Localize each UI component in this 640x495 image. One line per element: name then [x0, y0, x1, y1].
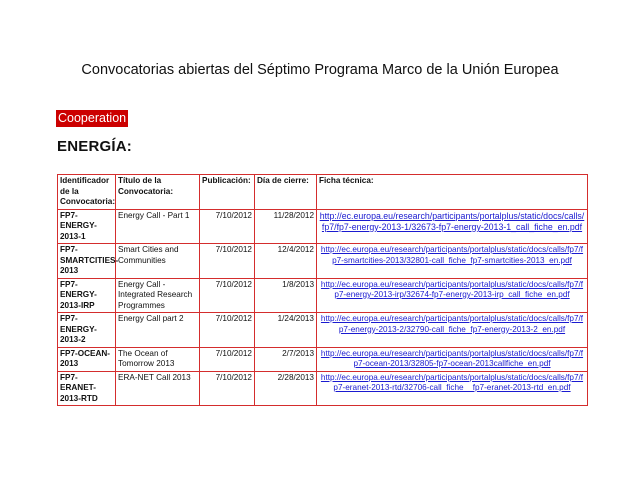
call-title: Energy Call - Part 1 — [116, 209, 200, 244]
page-title: Convocatorias abiertas del Séptimo Programa Marco de la Unión Europea — [81, 62, 559, 78]
header-title: Título de la Convocatoria: — [116, 175, 200, 210]
header-publication: Publicación: — [200, 175, 255, 210]
closing-date: 1/8/2013 — [255, 278, 317, 313]
call-fiche-link[interactable]: http://ec.europa.eu/research/participants/portalplus/static/docs/calls/fp7/fp7-smartcities-2013/32801-call_fiche_fp7-smartcities-2013_en.pdf — [320, 245, 584, 265]
closing-date: 2/7/2013 — [255, 347, 317, 371]
call-title: The Ocean of Tomorrow 2013 — [116, 347, 200, 371]
call-title: Energy Call - Integrated Research Programmes — [116, 278, 200, 313]
calls-table — [57, 174, 588, 406]
table-row — [58, 371, 588, 406]
call-id: FP7-ERANET-2013-RTD — [58, 371, 116, 406]
call-id: FP7-SMARTCITIES-2013 — [58, 244, 116, 279]
call-id: FP7-ENERGY-2013-1 — [58, 209, 116, 244]
call-id: FP7-OCEAN-2013 — [58, 347, 116, 371]
call-id: FP7-ENERGY-2013-IRP — [58, 278, 116, 313]
call-title: ERA-NET Call 2013 — [116, 371, 200, 406]
call-fiche-link[interactable]: http://ec.europa.eu/research/participants/portalplus/static/docs/calls/fp7/fp7-energy-2013-irp/32674-fp7-energy-2013-irp_call_fiche_en.pdf — [320, 279, 584, 299]
table-row — [58, 278, 588, 313]
call-fiche-link[interactable]: http://ec.europa.eu/research/participants/portalplus/static/docs/calls/fp7/fp7-ocean-2013/32805-fp7-ocean-2013callfiche_en.pdf — [320, 348, 584, 368]
publication-date: 7/10/2012 — [200, 371, 255, 406]
table-row — [58, 244, 588, 279]
call-title: Energy Call part 2 — [116, 313, 200, 348]
call-title: Smart Cities and Communities — [116, 244, 200, 279]
table-row — [58, 209, 588, 244]
publication-date: 7/10/2012 — [200, 278, 255, 313]
section-label-cooperation: Cooperation — [58, 111, 127, 125]
call-id: FP7-ENERGY-2013-2 — [58, 313, 116, 348]
publication-date: 7/10/2012 — [200, 347, 255, 371]
table-row — [58, 347, 588, 371]
publication-date: 7/10/2012 — [200, 313, 255, 348]
table-header-row — [58, 175, 588, 210]
closing-date: 1/24/2013 — [255, 313, 317, 348]
header-closing-date: Día de cierre: — [255, 175, 317, 210]
header-identifier: Identificador de la Convocatoria: — [58, 175, 116, 210]
publication-date: 7/10/2012 — [200, 244, 255, 279]
closing-date: 11/28/2012 — [255, 209, 317, 244]
publication-date: 7/10/2012 — [200, 209, 255, 244]
closing-date: 2/28/2013 — [255, 371, 317, 406]
header-technical-sheet: Ficha técnica: — [317, 175, 588, 210]
call-fiche-link[interactable]: http://ec.europa.eu/research/participants/portalplus/static/docs/calls/fp7/fp7-energy-2013-2/32790-call_fiche_fp7-energy-2013-2_en.pdf — [320, 314, 584, 334]
table-row — [58, 313, 588, 348]
closing-date: 12/4/2012 — [255, 244, 317, 279]
call-fiche-link[interactable]: http://ec.europa.eu/research/participants/portalplus/static/docs/calls/fp7/fp7-energy-2013-1/32673-fp7-energy-2013-1_call_fiche_en.pdf — [319, 210, 585, 232]
call-fiche-link[interactable]: http://ec.europa.eu/research/participants/portalplus/static/docs/calls/fp7/fp7-eranet-2013-rtd/32706-call_fiche__fp7-eranet-2013-rtd_en.pdf — [320, 372, 584, 392]
section-heading: ENERGÍA: — [57, 138, 132, 155]
